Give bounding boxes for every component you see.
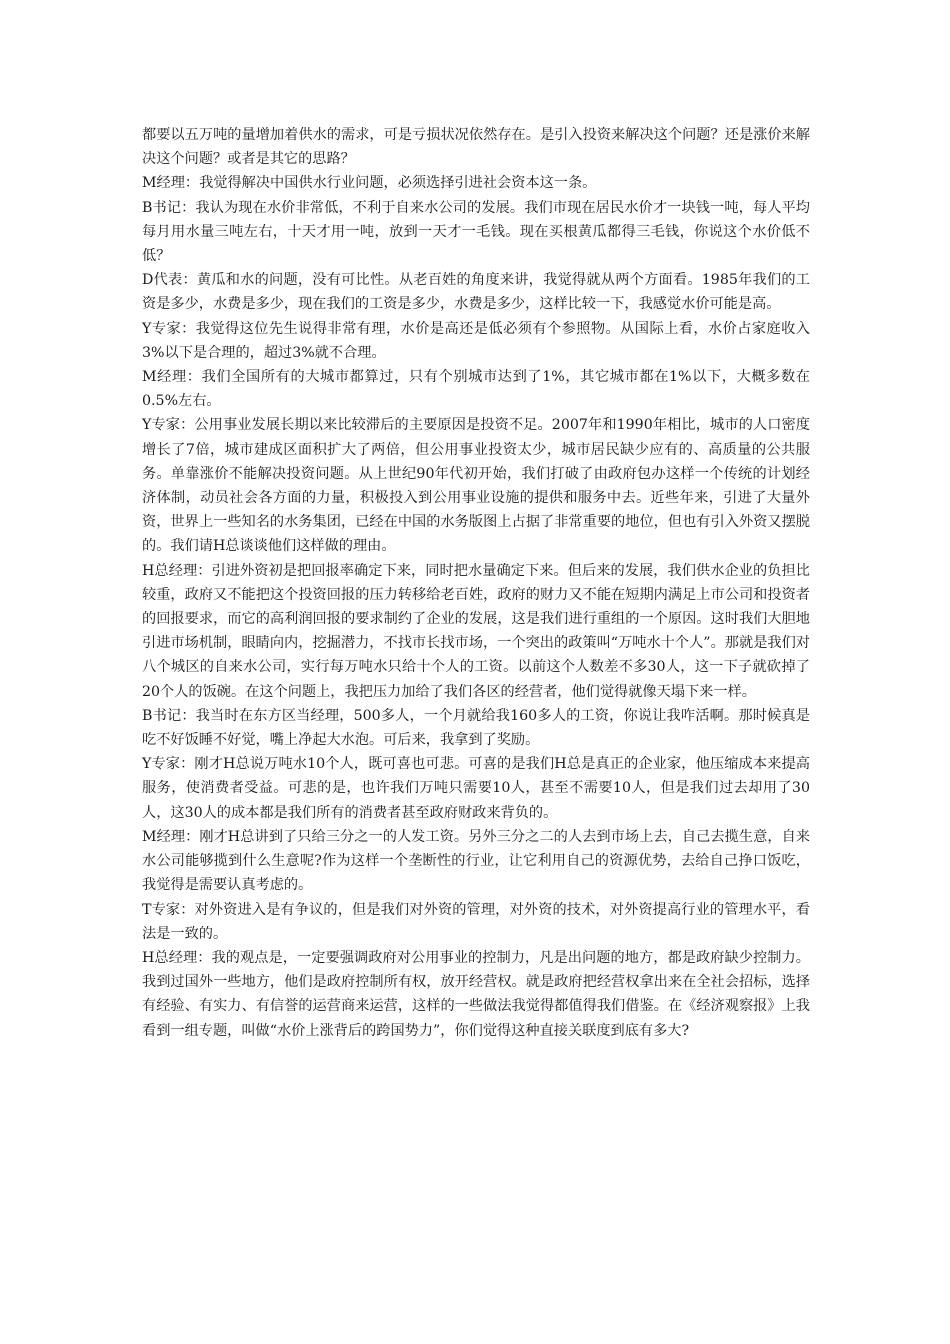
paragraph-y-expert-1: Y专家：我觉得这位先生说得非常有理，水价是高还是低必须有个参照物。从国际上看，水价占家庭收入3%以下是合理的，超过3%就不合理。 [142,320,810,361]
paragraph-y-expert-2: Y专家：公用事业发展长期以来比较滞后的主要原因是投资不足。2007年和1990年相比，城市的人口密度增长了7倍，城市建成区面积扩大了两倍，但公用事业投资太少，城市居民缺少应有的、高质量的公共服务。单靠涨价不能解决投资问题。从上世纪90年代初开始，我们打破了由政府包办这样一个传统的计划经济体制，动员社会各方面的力量，积极投入到公用事业设施的提供和服务中去。近些年来，引进了大量外资，世界上一些知名的水务集团，已经在中国的水务版图上占据了非常重要的地位，但也有引入外资又摆脱的。我们请H总谈谈他们这样做的理由。 [142,417,810,555]
paragraph-m-manager-2: M经理：我们全国所有的大城市都算过，只有个别城市达到了1%，其它城市都在1%以下，大概多数在0.5%左右。 [142,369,810,410]
paragraph-d-representative-1: D代表：黄瓜和水的问题，没有可比性。从老百姓的角度来讲，我觉得就从两个方面看。1985年我们的工资是多少，水费是多少，现在我们的工资是多少，水费是多少，这样比较一下，我感觉水价可能是高。 [142,272,810,313]
paragraph-b-secretary-2: B书记：我当时在东方区当经理，500多人，一个月就给我160多人的工资，你说让我咋活啊。那时候真是吃不好饭睡不好觉，嘴上净起大水泡。可后来，我拿到了奖励。 [142,707,810,749]
paragraph-h-general-manager-2: H总经理：我的观点是，一定要强调政府对公用事业的控制力，凡是出问题的地方，都是政府缺少控制力。我到过国外一些地方，他们是政府控制所有权，放开经营权。就是政府把经营权拿出来在全社会招标，选择有经验、有实力、有信誉的运营商来运营，这样的一些做法我觉得都值得我们借鉴。在《经济观察报》上我看到一组专题，叫做“水价上涨背后的跨国势力”，你们觉得这种直接关联度到底有多大? [142,949,810,1039]
paragraph-y-expert-3: Y专家：刚才H总说万吨水10个人，既可喜也可悲。可喜的是我们H总是真正的企业家，他压缩成本来提高服务，使消费者受益。可悲的是，也许我们万吨只需要10人，甚至不需要10人，但是我们过去却用了30人，这30人的成本都是我们所有的消费者甚至政府财政来背负的。 [142,756,810,821]
paragraph-m-manager-1: M经理：我觉得解决中国供水行业问题，必须选择引进社会资本这一条。 [142,175,597,192]
paragraph-m-manager-3: M经理：刚才H总讲到了只给三分之一的人发工资。另外三分之二的人去到市场上去，自己去揽生意，自来水公司能够揽到什么生意呢?作为这样一个垄断性的行业，让它利用自己的资源优势，去给自己挣口饭吃，我觉得是需要认真考虑的。 [142,828,810,894]
paragraph-b-secretary-1: B书记：我认为现在水价非常低，不利于自来水公司的发展。我们市现在居民水价才一块钱一吨，每人平均每月用水量三吨左右，十天才用一吨，放到一天才一毛钱。现在买根黄瓜都得三毛钱，你说这个水价低不低？ [142,199,810,265]
paragraph-t-expert-1: T专家：对外资进入是有争议的，但是我们对外资的管理，对外资的技术，对外资提高行业的管理水平，看法是一致的。 [142,901,810,942]
document-body [142,123,810,1043]
paragraph-h-general-manager-1: H总经理：引进外资初是把回报率确定下来，同时把水量确定下来。但后来的发展，我们供水企业的负担比较重，政府又不能把这个投资回报的压力转移给老百姓，政府的财力又不能在短期内满足上市公司和投资者的回报要求，而它的高利润回报的要求制约了企业的发展，这是我们进行重组的一个原因。这时我们大胆地引进市场机制，眼睛向内，挖掘潜力，不找市长找市场，一个突出的政策叫“万吨水十个人”。那就是我们对八个城区的自来水公司，实行每万吨水只给十个人的工资。以前这个人数差不多30人，这一下子就砍掉了20个人的饭碗。在这个问题上，我把压力加给了我们各区的经营者，他们觉得就像天塌下来一样。 [142,562,810,700]
paragraph-intro: 都要以五万吨的量增加着供水的需求，可是亏损状况依然存在。是引入投资来解决这个问题？还是涨价来解决这个问题？或者是其它的思路？ [142,127,810,168]
